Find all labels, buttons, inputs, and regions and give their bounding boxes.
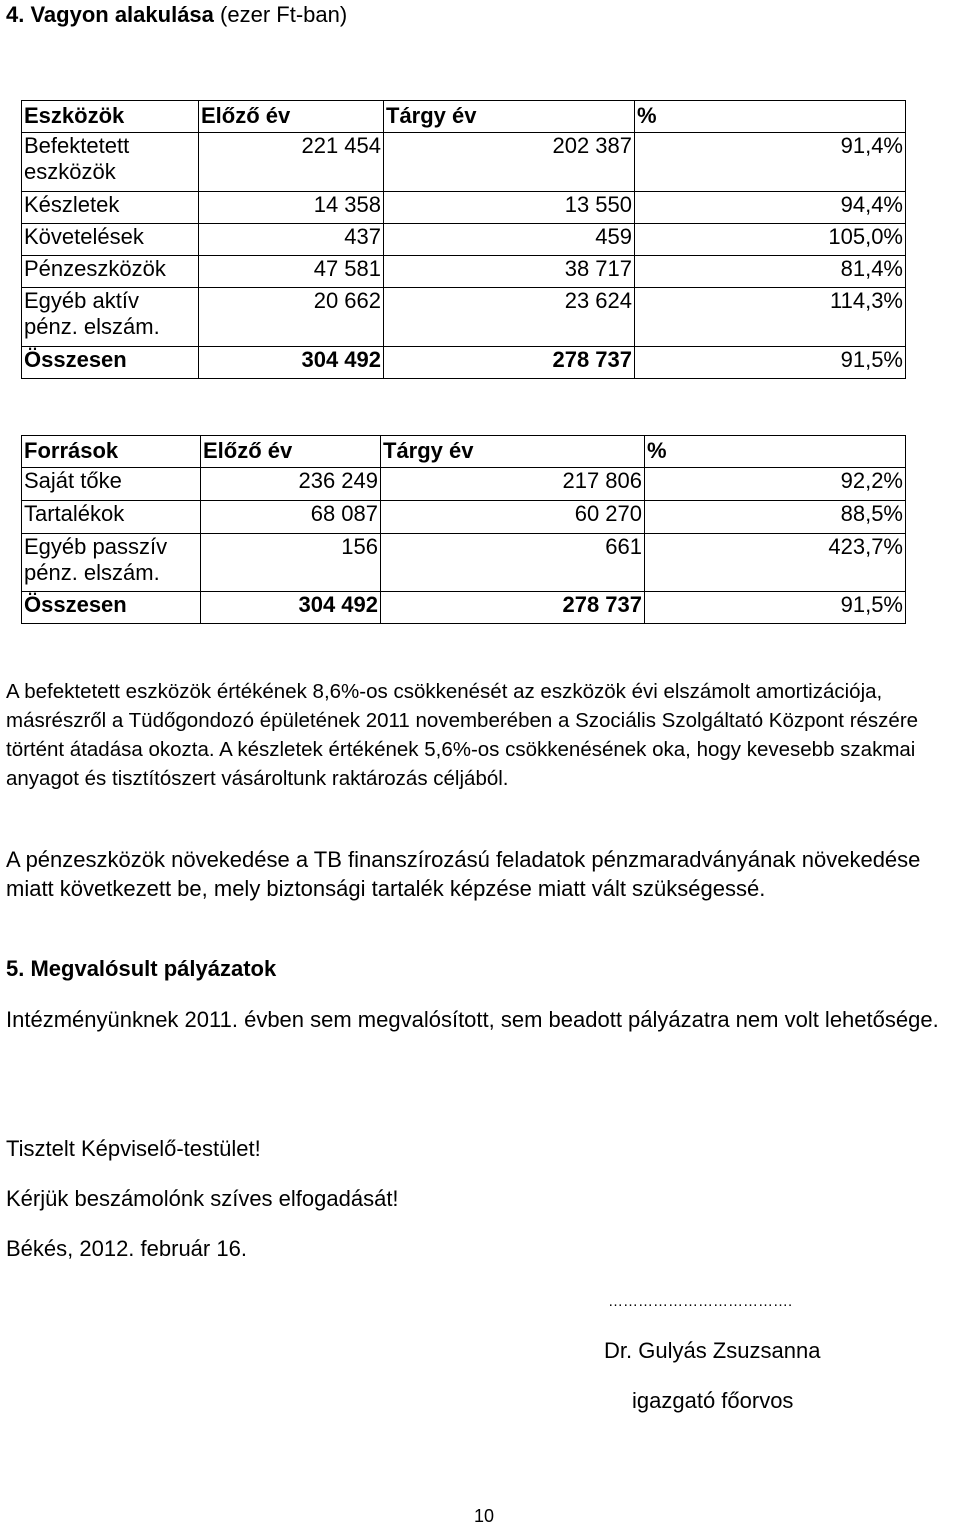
table-row [22, 133, 906, 192]
percent-cell: 114,3% [635, 288, 906, 347]
prev-year-cell: 68 087 [201, 501, 381, 534]
row-label: Saját tőke [22, 468, 201, 501]
section5-title: 5. Megvalósult pályázatok [6, 956, 277, 981]
total-prev-year: 304 492 [201, 592, 381, 624]
current-year-cell: 661 [381, 534, 645, 592]
header-cell: Tárgy év [381, 436, 645, 468]
current-year-cell: 60 270 [381, 501, 645, 534]
header-cell: Tárgy év [384, 101, 635, 133]
prev-year-cell: 437 [199, 224, 384, 256]
signatory-title: igazgató főorvos [632, 1388, 794, 1413]
percent-cell: 81,4% [635, 256, 906, 288]
total-percent: 91,5% [635, 347, 906, 379]
total-label: Összesen [22, 592, 201, 624]
prev-year-cell: 221 454 [199, 133, 384, 192]
percent-cell: 91,4% [635, 133, 906, 192]
current-year-cell: 217 806 [381, 468, 645, 501]
header-cell: Források [22, 436, 201, 468]
page-number: 10 [474, 1506, 495, 1526]
current-year-cell: 459 [384, 224, 635, 256]
row-label: Egyéb passzív pénz. elszám. [22, 534, 201, 592]
row-label: Pénzeszközök [22, 256, 199, 288]
total-prev-year: 304 492 [199, 347, 384, 379]
closing-greeting: Tisztelt Képviselő-testület! [6, 1136, 261, 1161]
table-row [22, 468, 906, 501]
table-row [22, 288, 906, 347]
table-row [22, 192, 906, 224]
header-cell: Előző év [199, 101, 384, 133]
current-year-cell: 202 387 [384, 133, 635, 192]
table-header-row [22, 101, 906, 133]
percent-cell: 105,0% [635, 224, 906, 256]
table-total-row [22, 592, 906, 624]
header-cell: Előző év [201, 436, 381, 468]
section5-text: Intézményünknek 2011. évben sem megvalósított, sem beadott pályázatra nem volt lehetősége. [6, 1007, 939, 1032]
total-current-year: 278 737 [381, 592, 645, 624]
prev-year-cell: 236 249 [201, 468, 381, 501]
row-label: Tartalékok [22, 501, 201, 534]
assets-table [21, 100, 906, 379]
table-row [22, 501, 906, 534]
section-heading [6, 2, 347, 28]
percent-cell: 92,2% [645, 468, 906, 501]
total-current-year: 278 737 [384, 347, 635, 379]
table-total-row [22, 347, 906, 379]
closing-request: Kérjük beszámolónk szíves elfogadását! [6, 1186, 399, 1211]
prev-year-cell: 47 581 [199, 256, 384, 288]
prev-year-cell: 14 358 [199, 192, 384, 224]
row-label: Egyéb aktív pénz. elszám. [22, 288, 199, 347]
header-cell: % [645, 436, 906, 468]
percent-cell: 94,4% [635, 192, 906, 224]
table-row [22, 256, 906, 288]
total-percent: 91,5% [645, 592, 906, 624]
prev-year-cell: 156 [201, 534, 381, 592]
header-cell: Eszközök [22, 101, 199, 133]
current-year-cell: 38 717 [384, 256, 635, 288]
table-row [22, 534, 906, 592]
row-label: Követelések [22, 224, 199, 256]
row-label: Befektetett eszközök [22, 133, 199, 192]
header-cell: % [635, 101, 906, 133]
section-title: 4. Vagyon alakulása [6, 2, 214, 27]
current-year-cell: 23 624 [384, 288, 635, 347]
table-header-row [22, 436, 906, 468]
current-year-cell: 13 550 [384, 192, 635, 224]
sources-table [21, 435, 906, 624]
total-label: Összesen [22, 347, 199, 379]
percent-cell: 88,5% [645, 501, 906, 534]
prev-year-cell: 20 662 [199, 288, 384, 347]
table-row [22, 224, 906, 256]
paragraph-assets-explanation: A befektetett eszközök értékének 8,6%-os csökkenését az eszközök évi elszámolt amortizációja, másrészről a Tüdőgondozó épületének 2011 novemberében a Szociális Szolgáltató Központ részére történt átadása okozta. A készletek értékének 5,6%-os csökkenésének oka, hogy kevesebb szakmai anyagot és tisztítószert vásároltunk raktározás céljából. [6, 680, 919, 790]
paragraph-cash-explanation: A pénzeszközök növekedése a TB finanszírozású feladatok pénzmaradványának növekedése miatt következett be, mely biztonsági tartalék képzése miatt vált szükségessé. [6, 847, 921, 901]
row-label: Készletek [22, 192, 199, 224]
signatory-name: Dr. Gulyás Zsuzsanna [604, 1338, 821, 1363]
section-unit: (ezer Ft-ban) [220, 2, 348, 27]
signature-line: ………………………………. [608, 1293, 793, 1310]
place-date: Békés, 2012. február 16. [6, 1236, 247, 1261]
percent-cell: 423,7% [645, 534, 906, 592]
